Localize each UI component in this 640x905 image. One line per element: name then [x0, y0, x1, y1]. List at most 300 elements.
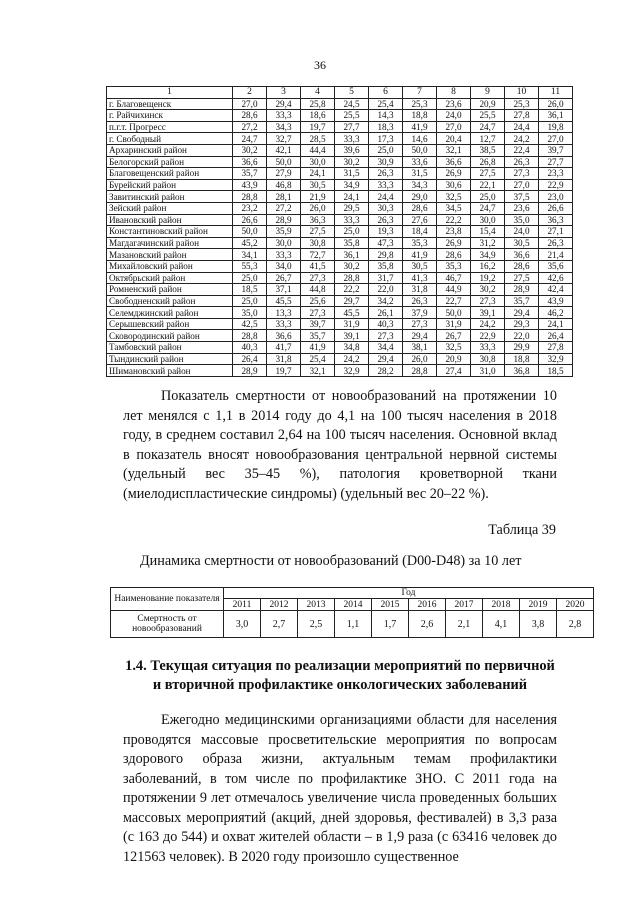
value-cell: 50,0	[403, 144, 437, 156]
value-cell: 39,7	[301, 318, 335, 330]
value-cell: 28,9	[505, 284, 539, 296]
district-name-cell: Белогорский район	[107, 156, 233, 168]
value-cell: 39,1	[471, 307, 505, 319]
year-cell: 2019	[520, 599, 557, 611]
mortality-value-cell: 2,5	[298, 611, 335, 638]
value-cell: 28,8	[403, 365, 437, 377]
value-cell: 38,1	[403, 342, 437, 354]
mortality-value-cell: 3,0	[224, 611, 261, 638]
mortality-value-cell: 1,7	[372, 611, 409, 638]
year-cell: 2014	[335, 599, 372, 611]
district-name-cell: Тындинский район	[107, 353, 233, 365]
value-cell: 18,5	[233, 284, 267, 296]
value-cell: 30,6	[437, 179, 471, 191]
value-cell: 41,5	[301, 260, 335, 272]
value-cell: 23,6	[437, 98, 471, 110]
value-cell: 27,2	[267, 202, 301, 214]
value-cell: 36,3	[539, 214, 573, 226]
table-row	[107, 144, 573, 156]
value-cell: 35,6	[539, 260, 573, 272]
value-cell: 22,1	[471, 179, 505, 191]
value-cell: 27,3	[471, 295, 505, 307]
table-row	[107, 179, 573, 191]
value-cell: 18,6	[301, 110, 335, 122]
district-name-cell: Константиновский район	[107, 226, 233, 238]
value-cell: 35,3	[437, 260, 471, 272]
value-cell: 20,4	[437, 133, 471, 145]
value-cell: 27,8	[539, 342, 573, 354]
value-cell: 19,8	[539, 121, 573, 133]
value-cell: 20,9	[437, 353, 471, 365]
year-cell: 2017	[446, 599, 483, 611]
value-cell: 30,3	[369, 202, 403, 214]
value-cell: 32,1	[301, 365, 335, 377]
value-cell: 33,3	[267, 249, 301, 261]
value-cell: 25,3	[403, 98, 437, 110]
mortality-value-cell: 2,1	[446, 611, 483, 638]
value-cell: 26,1	[369, 307, 403, 319]
value-cell: 41,9	[403, 121, 437, 133]
mortality-value-cell: 3,8	[520, 611, 557, 638]
value-cell: 32,1	[437, 144, 471, 156]
value-cell: 32,9	[539, 353, 573, 365]
table-title: Динамика смертности от новообразований (D00-D48) за 10 лет	[140, 553, 522, 569]
value-cell: 34,4	[369, 342, 403, 354]
value-cell: 43,9	[233, 179, 267, 191]
value-cell: 35,8	[369, 260, 403, 272]
value-cell: 29,4	[267, 98, 301, 110]
value-cell: 18,8	[403, 110, 437, 122]
value-cell: 23,0	[539, 191, 573, 203]
value-cell: 35,7	[301, 330, 335, 342]
table-row	[107, 110, 573, 122]
value-cell: 30,0	[471, 214, 505, 226]
column-header: 11	[539, 87, 573, 99]
value-cell: 30,8	[301, 237, 335, 249]
value-cell: 45,2	[233, 237, 267, 249]
value-cell: 31,0	[471, 365, 505, 377]
table-row	[107, 214, 573, 226]
district-name-cell: г. Свободный	[107, 133, 233, 145]
value-cell: 39,7	[539, 144, 573, 156]
district-name-cell: г. Благовещенск	[107, 98, 233, 110]
value-cell: 22,0	[505, 330, 539, 342]
mortality-value-cell: 4,1	[483, 611, 520, 638]
table-header-row	[107, 87, 573, 99]
value-cell: 36,6	[437, 156, 471, 168]
table2-row-label: Смертность от новообразований	[111, 611, 224, 638]
value-cell: 55,3	[233, 260, 267, 272]
value-cell: 24,7	[471, 121, 505, 133]
value-cell: 30,5	[505, 237, 539, 249]
value-cell: 29,4	[369, 353, 403, 365]
value-cell: 31,8	[267, 353, 301, 365]
mortality-value-cell: 1,1	[335, 611, 372, 638]
district-name-cell: Ромненский район	[107, 284, 233, 296]
value-cell: 22,2	[437, 214, 471, 226]
value-cell: 25,0	[335, 226, 369, 238]
column-header: 9	[471, 87, 505, 99]
value-cell: 45,5	[267, 295, 301, 307]
value-cell: 14,6	[403, 133, 437, 145]
value-cell: 46,7	[437, 272, 471, 284]
value-cell: 27,2	[233, 121, 267, 133]
value-cell: 36,1	[335, 249, 369, 261]
value-cell: 21,9	[301, 191, 335, 203]
value-cell: 27,0	[505, 179, 539, 191]
value-cell: 18,3	[369, 121, 403, 133]
section-title-line2: и вторичной профилактике онкологических заболеваний	[152, 677, 528, 693]
value-cell: 12,7	[471, 133, 505, 145]
value-cell: 36,6	[505, 249, 539, 261]
column-header: 4	[301, 87, 335, 99]
value-cell: 39,6	[335, 144, 369, 156]
district-name-cell: Мазановский район	[107, 249, 233, 261]
value-cell: 22,4	[505, 144, 539, 156]
value-cell: 35,7	[233, 168, 267, 180]
table2-year-header: Год	[224, 588, 594, 599]
table-row	[107, 226, 573, 238]
value-cell: 17,3	[369, 133, 403, 145]
value-cell: 36,3	[301, 214, 335, 226]
value-cell: 27,3	[301, 307, 335, 319]
value-cell: 28,6	[403, 202, 437, 214]
year-cell: 2015	[372, 599, 409, 611]
value-cell: 35,7	[505, 295, 539, 307]
value-cell: 27,3	[301, 272, 335, 284]
value-cell: 31,8	[403, 284, 437, 296]
year-cell: 2011	[224, 599, 261, 611]
value-cell: 22,9	[539, 179, 573, 191]
value-cell: 23,6	[505, 202, 539, 214]
value-cell: 27,8	[505, 110, 539, 122]
value-cell: 24,7	[233, 133, 267, 145]
value-cell: 42,5	[233, 318, 267, 330]
value-cell: 32,7	[267, 133, 301, 145]
table-row	[107, 249, 573, 261]
district-name-cell: г. Райчихинск	[107, 110, 233, 122]
value-cell: 42,1	[267, 144, 301, 156]
value-cell: 34,9	[335, 179, 369, 191]
value-cell: 26,9	[437, 168, 471, 180]
table-row	[107, 342, 573, 354]
value-cell: 72,7	[301, 249, 335, 261]
value-cell: 32,9	[335, 365, 369, 377]
value-cell: 31,2	[471, 237, 505, 249]
value-cell: 33,3	[335, 133, 369, 145]
value-cell: 26,3	[369, 168, 403, 180]
table-row	[107, 365, 573, 377]
value-cell: 34,2	[369, 295, 403, 307]
value-cell: 25,0	[369, 144, 403, 156]
value-cell: 27,5	[301, 226, 335, 238]
value-cell: 22,9	[471, 330, 505, 342]
value-cell: 44,8	[301, 284, 335, 296]
value-cell: 34,3	[403, 179, 437, 191]
value-cell: 32,5	[437, 191, 471, 203]
value-cell: 50,0	[267, 156, 301, 168]
value-cell: 22,2	[335, 284, 369, 296]
value-cell: 41,9	[301, 342, 335, 354]
value-cell: 44,4	[301, 144, 335, 156]
district-name-cell: п.г.т. Прогресс	[107, 121, 233, 133]
district-name-cell: Серышевский район	[107, 318, 233, 330]
value-cell: 20,9	[471, 98, 505, 110]
value-cell: 27,5	[505, 272, 539, 284]
value-cell: 29,8	[369, 249, 403, 261]
value-cell: 50,0	[233, 226, 267, 238]
value-cell: 22,7	[437, 295, 471, 307]
value-cell: 28,8	[233, 330, 267, 342]
district-name-cell: Селемджинский район	[107, 307, 233, 319]
value-cell: 30,5	[403, 260, 437, 272]
column-header: 3	[267, 87, 301, 99]
value-cell: 25,4	[369, 98, 403, 110]
column-header: 6	[369, 87, 403, 99]
value-cell: 24,0	[505, 226, 539, 238]
value-cell: 19,7	[267, 365, 301, 377]
column-header: 8	[437, 87, 471, 99]
value-cell: 27,5	[471, 168, 505, 180]
value-cell: 23,8	[437, 226, 471, 238]
table-row	[107, 353, 573, 365]
value-cell: 29,5	[335, 202, 369, 214]
value-cell: 26,0	[403, 353, 437, 365]
value-cell: 26,7	[267, 272, 301, 284]
value-cell: 42,4	[539, 284, 573, 296]
table-row	[107, 168, 573, 180]
value-cell: 29,3	[505, 318, 539, 330]
table-row	[107, 191, 573, 203]
value-cell: 28,8	[233, 191, 267, 203]
year-cell: 2013	[298, 599, 335, 611]
table-row	[107, 284, 573, 296]
district-name-cell: Шимановский район	[107, 365, 233, 377]
column-header: 1	[107, 87, 233, 99]
value-cell: 25,5	[471, 110, 505, 122]
value-cell: 36,1	[539, 110, 573, 122]
value-cell: 50,0	[437, 307, 471, 319]
value-cell: 31,5	[403, 168, 437, 180]
value-cell: 25,3	[505, 98, 539, 110]
value-cell: 36,6	[233, 156, 267, 168]
value-cell: 34,5	[437, 202, 471, 214]
district-name-cell: Сковородинский район	[107, 330, 233, 342]
year-cell: 2018	[483, 599, 520, 611]
value-cell: 26,4	[539, 330, 573, 342]
value-cell: 30,2	[335, 260, 369, 272]
value-cell: 33,3	[267, 318, 301, 330]
value-cell: 26,6	[233, 214, 267, 226]
mortality-value-cell: 2,8	[557, 611, 594, 638]
value-cell: 30,8	[471, 353, 505, 365]
value-cell: 27,3	[369, 330, 403, 342]
value-cell: 25,5	[335, 110, 369, 122]
value-cell: 33,3	[335, 214, 369, 226]
value-cell: 26,6	[539, 202, 573, 214]
value-cell: 18,8	[505, 353, 539, 365]
value-cell: 26,3	[505, 156, 539, 168]
value-cell: 35,8	[335, 237, 369, 249]
value-cell: 24,1	[301, 168, 335, 180]
value-cell: 37,1	[267, 284, 301, 296]
table-row	[107, 202, 573, 214]
section-title-line1: 1.4. Текущая ситуация по реализации мероприятий по первичной	[125, 658, 555, 674]
table-row	[107, 260, 573, 272]
value-cell: 43,9	[539, 295, 573, 307]
table-row	[107, 330, 573, 342]
value-cell: 27,0	[437, 121, 471, 133]
value-cell: 27,1	[539, 226, 573, 238]
value-cell: 40,3	[369, 318, 403, 330]
year-cell: 2016	[409, 599, 446, 611]
value-cell: 29,9	[505, 342, 539, 354]
value-cell: 46,8	[267, 179, 301, 191]
mortality-value-cell: 2,6	[409, 611, 446, 638]
value-cell: 27,0	[539, 133, 573, 145]
value-cell: 32,5	[437, 342, 471, 354]
table-row	[107, 272, 573, 284]
value-cell: 39,1	[335, 330, 369, 342]
district-name-cell: Зейский район	[107, 202, 233, 214]
value-cell: 41,3	[403, 272, 437, 284]
value-cell: 35,0	[233, 307, 267, 319]
value-cell: 27,3	[505, 168, 539, 180]
mortality-value-cell: 2,7	[261, 611, 298, 638]
value-cell: 29,0	[403, 191, 437, 203]
value-cell: 27,6	[403, 214, 437, 226]
value-cell: 25,8	[301, 98, 335, 110]
value-cell: 34,9	[471, 249, 505, 261]
value-cell: 28,2	[369, 365, 403, 377]
value-cell: 45,5	[335, 307, 369, 319]
value-cell: 26,0	[301, 202, 335, 214]
value-cell: 25,0	[471, 191, 505, 203]
district-name-cell: Завитинский район	[107, 191, 233, 203]
value-cell: 28,6	[437, 249, 471, 261]
value-cell: 27,7	[539, 156, 573, 168]
value-cell: 37,9	[403, 307, 437, 319]
value-cell: 33,6	[403, 156, 437, 168]
value-cell: 30,9	[369, 156, 403, 168]
value-cell: 25,0	[233, 272, 267, 284]
value-cell: 24,2	[505, 133, 539, 145]
value-cell: 24,7	[471, 202, 505, 214]
year-cell: 2012	[261, 599, 298, 611]
value-cell: 27,7	[335, 121, 369, 133]
value-cell: 33,3	[471, 342, 505, 354]
column-header: 7	[403, 87, 437, 99]
value-cell: 31,7	[369, 272, 403, 284]
value-cell: 30,0	[301, 156, 335, 168]
value-cell: 28,1	[267, 191, 301, 203]
column-header: 2	[233, 87, 267, 99]
value-cell: 24,4	[505, 121, 539, 133]
value-cell: 28,5	[301, 133, 335, 145]
value-cell: 31,9	[335, 318, 369, 330]
value-cell: 24,4	[369, 191, 403, 203]
value-cell: 25,4	[301, 353, 335, 365]
value-cell: 24,0	[437, 110, 471, 122]
year-cell: 2020	[557, 599, 594, 611]
table-row	[107, 237, 573, 249]
value-cell: 44,9	[437, 284, 471, 296]
value-cell: 25,6	[301, 295, 335, 307]
district-name-cell: Магдагачинский район	[107, 237, 233, 249]
value-cell: 16,2	[471, 260, 505, 272]
value-cell: 14,3	[369, 110, 403, 122]
value-cell: 19,3	[369, 226, 403, 238]
table2-label-header: Наименование показателя	[111, 588, 224, 611]
value-cell: 28,9	[233, 365, 267, 377]
value-cell: 35,0	[505, 214, 539, 226]
value-cell: 35,9	[267, 226, 301, 238]
table-row	[107, 156, 573, 168]
value-cell: 18,4	[403, 226, 437, 238]
value-cell: 25,0	[233, 295, 267, 307]
table-row	[107, 98, 573, 110]
value-cell: 23,2	[233, 202, 267, 214]
value-cell: 29,4	[505, 307, 539, 319]
value-cell: 29,7	[335, 295, 369, 307]
value-cell: 30,5	[301, 179, 335, 191]
value-cell: 26,3	[403, 295, 437, 307]
value-cell: 33,3	[267, 110, 301, 122]
value-cell: 46,2	[539, 307, 573, 319]
value-cell: 35,3	[403, 237, 437, 249]
value-cell: 47,3	[369, 237, 403, 249]
prevention-paragraph: Ежегодно медицинскими организациями области для населения проводятся массовые просветительские мероприятия по вопросам здорового образа жизни, актуальным темам профилактики заболеваний, в том числе по профилактике ЗНО. С 2011 года на протяжении 9 лет отмечалось увеличение числа проведенных больших массовых мероприятий (акций, дней здоровья, фестивалей) в 3,3 раза (с 163 до 544) и охват жителей области – в 1,9 раза (с 63416 человек до 121563 человек). В 2020 году произошло существенное	[123, 712, 557, 865]
value-cell: 41,7	[267, 342, 301, 354]
value-cell: 31,9	[437, 318, 471, 330]
table-row	[107, 121, 573, 133]
value-cell: 30,2	[335, 156, 369, 168]
district-name-cell: Октябрьский район	[107, 272, 233, 284]
value-cell: 26,7	[437, 330, 471, 342]
table-row	[107, 295, 573, 307]
value-cell: 27,0	[233, 98, 267, 110]
value-cell: 30,0	[267, 237, 301, 249]
value-cell: 38,5	[471, 144, 505, 156]
table-row	[107, 307, 573, 319]
district-name-cell: Михайловский район	[107, 260, 233, 272]
column-header: 10	[505, 87, 539, 99]
district-name-cell: Бурейский район	[107, 179, 233, 191]
section-title	[123, 657, 557, 695]
value-cell: 27,3	[403, 318, 437, 330]
mortality-by-district-table	[106, 86, 573, 377]
value-cell: 30,2	[233, 144, 267, 156]
value-cell: 24,2	[335, 353, 369, 365]
value-cell: 27,9	[267, 168, 301, 180]
value-cell: 34,3	[267, 121, 301, 133]
column-header: 5	[335, 87, 369, 99]
value-cell: 40,3	[233, 342, 267, 354]
value-cell: 28,8	[335, 272, 369, 284]
value-cell: 24,1	[335, 191, 369, 203]
value-cell: 31,5	[335, 168, 369, 180]
district-name-cell: Ивановский район	[107, 214, 233, 226]
value-cell: 34,0	[267, 260, 301, 272]
value-cell: 26,8	[471, 156, 505, 168]
neoplasm-mortality-dynamics-table	[110, 587, 594, 638]
value-cell: 26,9	[437, 237, 471, 249]
value-cell: 28,9	[267, 214, 301, 226]
value-cell: 26,4	[233, 353, 267, 365]
table-row	[107, 133, 573, 145]
district-name-cell: Архаринский район	[107, 144, 233, 156]
value-cell: 41,9	[403, 249, 437, 261]
